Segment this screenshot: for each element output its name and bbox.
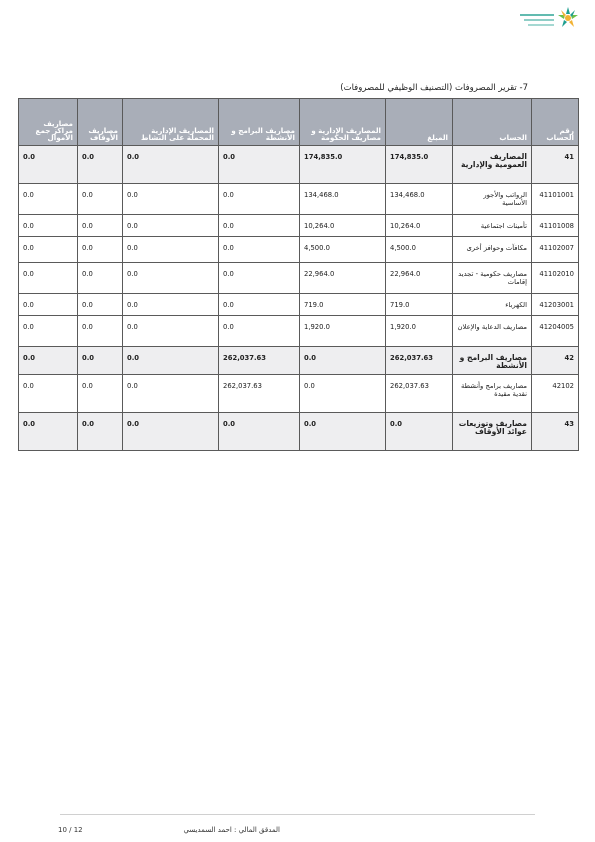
table-header-row xyxy=(19,99,579,146)
amount-cell: 0.0 xyxy=(78,413,123,451)
footer-auditor: المدقق المالي : احمد السمديسي xyxy=(183,826,280,834)
amount-cell: 0.0 xyxy=(78,215,123,237)
table-row xyxy=(19,294,579,316)
amount-cell: 4,500.0 xyxy=(386,237,453,263)
amount-cell: 0.0 xyxy=(78,316,123,347)
page-number: 10 / 12 xyxy=(58,826,83,834)
amount-cell: 0.0 xyxy=(19,347,78,375)
amount-cell: 134,468.0 xyxy=(300,184,386,215)
account-name-cell: الكهرباء xyxy=(453,294,532,316)
amount-cell: 0.0 xyxy=(19,184,78,215)
amount-cell: 10,264.0 xyxy=(300,215,386,237)
account-name-cell: مصاريف حكومية - تجديد إقامات xyxy=(453,263,532,294)
account-name-cell: مكافآت وحوافز أخرى xyxy=(453,237,532,263)
column-header: المصاريف الإدارية المحملة على النشاط xyxy=(123,99,219,146)
amount-cell: 0.0 xyxy=(123,375,219,413)
amount-cell: 0.0 xyxy=(300,413,386,451)
amount-cell: 0.0 xyxy=(123,237,219,263)
amount-cell: 0.0 xyxy=(19,215,78,237)
amount-cell: 0.0 xyxy=(386,413,453,451)
amount-cell: 0.0 xyxy=(78,184,123,215)
table-row xyxy=(19,263,579,294)
amount-cell: 262,037.63 xyxy=(219,375,300,413)
amount-cell: 4,500.0 xyxy=(300,237,386,263)
ministry-logo xyxy=(518,6,580,32)
column-header: المبلغ xyxy=(386,99,453,146)
amount-cell: 0.0 xyxy=(123,184,219,215)
column-header: مصاريف البرامج و الأنشطة xyxy=(219,99,300,146)
amount-cell: 0.0 xyxy=(219,237,300,263)
account-name-cell: الرواتب والأجور الأساسية xyxy=(453,184,532,215)
amount-cell: 0.0 xyxy=(123,215,219,237)
account-number-cell: 41102007 xyxy=(532,237,579,263)
column-header: مصاريف مراكز جمع الأموال xyxy=(19,99,78,146)
amount-cell: 0.0 xyxy=(300,375,386,413)
amount-cell: 262,037.63 xyxy=(219,347,300,375)
column-header: مصاريف الأوقاف xyxy=(78,99,123,146)
amount-cell: 0.0 xyxy=(219,184,300,215)
amount-cell: 719.0 xyxy=(300,294,386,316)
column-header: المصاريف الإدارية و مصاريف الحكومة xyxy=(300,99,386,146)
amount-cell: 0.0 xyxy=(78,146,123,184)
amount-cell: 174,835.0 xyxy=(300,146,386,184)
account-number-cell: 41101001 xyxy=(532,184,579,215)
table-row xyxy=(19,146,579,184)
expenses-table xyxy=(18,98,579,451)
amount-cell: 0.0 xyxy=(19,413,78,451)
amount-cell: 0.0 xyxy=(123,263,219,294)
amount-cell: 22,964.0 xyxy=(386,263,453,294)
amount-cell: 0.0 xyxy=(219,294,300,316)
amount-cell: 0.0 xyxy=(123,347,219,375)
table-row xyxy=(19,237,579,263)
amount-cell: 0.0 xyxy=(19,146,78,184)
account-number-cell: 41204005 xyxy=(532,316,579,347)
table-row xyxy=(19,184,579,215)
amount-cell: 0.0 xyxy=(123,413,219,451)
table-row xyxy=(19,375,579,413)
account-name-cell: مصاريف برامج وأنشطة نقدية مقيدة xyxy=(453,375,532,413)
account-number-cell: 42102 xyxy=(532,375,579,413)
amount-cell: 22,964.0 xyxy=(300,263,386,294)
amount-cell: 0.0 xyxy=(19,316,78,347)
amount-cell: 0.0 xyxy=(78,375,123,413)
table-row xyxy=(19,215,579,237)
account-number-cell: 41 xyxy=(532,146,579,184)
account-number-cell: 41102010 xyxy=(532,263,579,294)
amount-cell: 0.0 xyxy=(123,146,219,184)
account-name-cell: مصاريف البرامج و الأنشطة xyxy=(453,347,532,375)
amount-cell: 1,920.0 xyxy=(386,316,453,347)
amount-cell: 0.0 xyxy=(19,263,78,294)
account-name-cell: مصاريف وتوزيعات عوائد الأوقاف xyxy=(453,413,532,451)
amount-cell: 0.0 xyxy=(19,375,78,413)
amount-cell: 0.0 xyxy=(19,294,78,316)
amount-cell: 0.0 xyxy=(219,316,300,347)
amount-cell: 10,264.0 xyxy=(386,215,453,237)
amount-cell: 719.0 xyxy=(386,294,453,316)
amount-cell: 174,835.0 xyxy=(386,146,453,184)
amount-cell: 0.0 xyxy=(219,413,300,451)
amount-cell: 0.0 xyxy=(219,146,300,184)
table-row xyxy=(19,316,579,347)
column-header: الحساب xyxy=(453,99,532,146)
amount-cell: 0.0 xyxy=(78,294,123,316)
account-number-cell: 41101008 xyxy=(532,215,579,237)
account-name-cell: مصاريف الدعاية والإعلان xyxy=(453,316,532,347)
account-number-cell: 43 xyxy=(532,413,579,451)
amount-cell: 0.0 xyxy=(78,237,123,263)
column-header: رقم الحساب xyxy=(532,99,579,146)
table-row xyxy=(19,413,579,451)
footer-divider xyxy=(60,814,535,815)
account-number-cell: 41203001 xyxy=(532,294,579,316)
amount-cell: 0.0 xyxy=(219,263,300,294)
amount-cell: 1,920.0 xyxy=(300,316,386,347)
amount-cell: 134,468.0 xyxy=(386,184,453,215)
amount-cell: 262,037.63 xyxy=(386,347,453,375)
amount-cell: 0.0 xyxy=(78,347,123,375)
amount-cell: 0.0 xyxy=(19,237,78,263)
account-name-cell: المصاريف العمومية والإدارية xyxy=(453,146,532,184)
amount-cell: 0.0 xyxy=(219,215,300,237)
amount-cell: 0.0 xyxy=(123,294,219,316)
amount-cell: 0.0 xyxy=(123,316,219,347)
section-title: 7- تقرير المصروفات (التصنيف الوظيفي للمصروفات) xyxy=(340,83,528,93)
amount-cell: 0.0 xyxy=(78,263,123,294)
account-number-cell: 42 xyxy=(532,347,579,375)
table-row xyxy=(19,347,579,375)
account-name-cell: تأمينات اجتماعية xyxy=(453,215,532,237)
amount-cell: 262,037.63 xyxy=(386,375,453,413)
amount-cell: 0.0 xyxy=(300,347,386,375)
